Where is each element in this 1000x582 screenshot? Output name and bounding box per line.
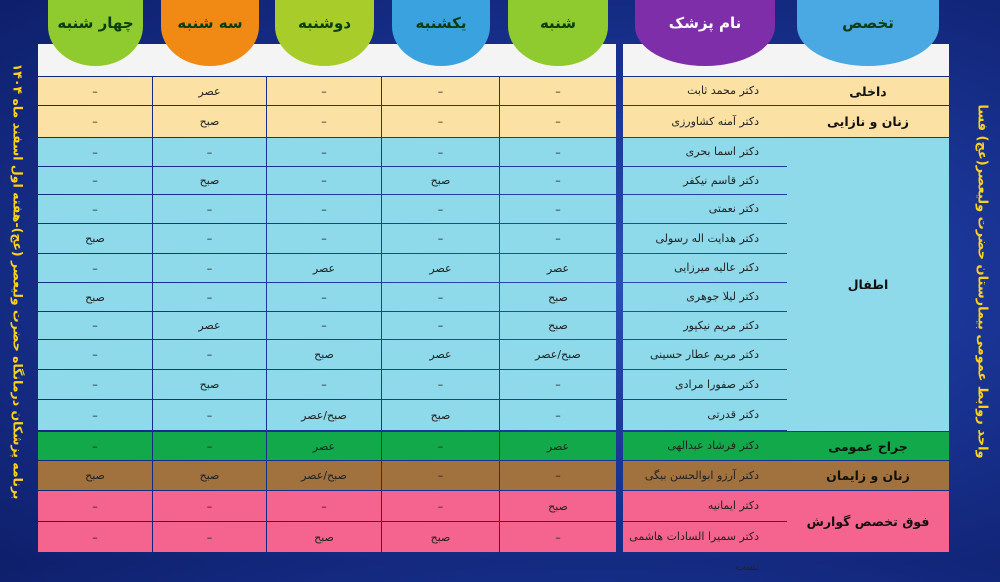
schedule-cell: عصر [267,254,381,282]
schedule-cell: – [500,195,616,223]
specialty-label: اطفال [847,277,889,292]
schedule-cell: – [38,432,152,460]
header-day-label: سه شنبه [177,14,243,32]
specialty-label: زنان و نازایی [827,114,909,129]
specialty-label: زنان و زایمان [826,468,910,483]
header-specialty [787,0,949,76]
doctor-name: دکتر سمیرا السادات هاشمی نسب [623,522,787,552]
schedule-cell: – [38,491,152,521]
schedule-cell: عصر [382,340,499,369]
schedule-cell: – [382,77,499,105]
schedule-cell: – [153,195,266,223]
schedule-cell: صبح [500,491,616,521]
specialty-cell [787,461,949,490]
header-day-2 [267,0,382,76]
schedule-cell: – [500,461,616,490]
schedule-cell: صبح [153,106,266,137]
schedule-cell: – [267,77,381,105]
doctor-name: دکتر صفورا مرادی [623,370,787,399]
schedule-cell: – [382,283,499,311]
schedule-cell: صبح [382,400,499,430]
schedule-cell: – [500,106,616,137]
schedule-cell: صبح [382,522,499,552]
schedule-cell: صبح [153,167,266,194]
schedule-cell: صبح [382,167,499,194]
doctor-name: دکتر قدرتی [623,400,787,430]
schedule-cell: صبح [38,461,152,490]
schedule-cell: صبح [153,461,266,490]
schedule-cell: – [38,167,152,194]
schedule-cell: – [153,283,266,311]
schedule-cell: صبح [500,283,616,311]
schedule-cell: – [267,283,381,311]
header-day-label: چهار شنبه [57,14,134,32]
schedule-cell: – [153,340,266,369]
specialty-cell [787,491,949,552]
schedule-cell: عصر [500,432,616,460]
schedule-cell: – [267,312,381,339]
header-specialty-label: تخصص [842,14,894,32]
schedule-cell: صبح [267,340,381,369]
schedule-cell: عصر [500,254,616,282]
schedule-cell: – [153,400,266,430]
schedule-cell: – [500,400,616,430]
schedule-cell: – [500,370,616,399]
doctor-name: دکتر مریم عطار حسینی [623,340,787,369]
doctor-name: دکتر آرزو ابوالحسن بیگی [623,461,787,490]
schedule-cell: – [382,432,499,460]
side-title-right [964,0,1000,563]
schedule-cell: – [500,138,616,166]
schedule-cell: – [500,167,616,194]
schedule-cell: – [153,491,266,521]
schedule-cell: – [38,312,152,339]
schedule-cell: – [267,138,381,166]
header-day-label: دوشنبه [297,14,352,32]
specialty-label: داخلی [849,83,887,99]
schedule-cell: – [382,195,499,223]
schedule-cell: – [38,106,152,137]
schedule-cell: – [382,106,499,137]
schedule-cell: – [153,254,266,282]
doctor-name: دکتر نعمتی [623,195,787,223]
schedule-cell: صبح [38,224,152,253]
doctor-name: دکتر آمنه کشاورزی [623,106,787,137]
header-day-1 [382,0,500,76]
schedule-cell: عصر [153,312,266,339]
specialty-label: فوق تخصص گوارش [806,514,930,529]
schedule-cell: – [267,224,381,253]
side-title-left-text: برنامه پزشکان درمانگاه حضرت ولیعصر (عج)-هفته اول اسفند ماه ۱۴۰۴ [10,63,26,500]
schedule-cell: – [267,491,381,521]
header-day-4 [38,0,153,76]
schedule-cell: – [153,432,266,460]
schedule-cell: – [38,400,152,430]
schedule-cell: عصر [382,254,499,282]
doctor-name: دکتر محمد ثابت [623,77,787,105]
schedule-cell: – [38,138,152,166]
schedule-cell: – [500,522,616,552]
schedule-cell: عصر [267,432,381,460]
specialty-cell [787,106,949,137]
doctor-name: دکتر هدایت اله رسولی [623,224,787,253]
schedule-cell: – [500,77,616,105]
schedule-cell: – [382,312,499,339]
specialty-cell [787,77,949,105]
schedule-cell: صبح [38,283,152,311]
schedule-cell: صبح [153,370,266,399]
doctor-name: دکتر مریم نیکپور [623,312,787,339]
doctor-name: دکتر قاسم نیکفر [623,167,787,194]
header-day-3 [153,0,267,76]
schedule-cell: – [38,77,152,105]
schedule-cell: – [382,461,499,490]
doctor-name: دکتر ایمانیه [623,491,787,521]
header-day-label: شنبه [539,14,577,32]
schedule-cell: – [153,224,266,253]
schedule-cell: – [38,522,152,552]
schedule-cell: – [382,224,499,253]
header-doctor-label: نام پزشک [668,14,742,32]
header-doctor [623,0,787,76]
schedule-cell: – [267,195,381,223]
side-title-right-text: واحد روابط عمومی بیمارستان حضرت ولیعصر(عج) فسا [974,104,990,459]
schedule-cell: – [38,340,152,369]
schedule-cell: – [382,370,499,399]
schedule-cell: – [382,138,499,166]
header-day-0 [500,0,616,76]
schedule-cell: عصر [153,77,266,105]
specialty-label: جراح عمومی [828,438,908,454]
schedule-cell: صبح [267,522,381,552]
doctor-name: دکتر عالیه میرزایی [623,254,787,282]
header-day-label: یکشنبه [415,14,467,32]
doctor-name: دکتر اسما بحری [623,138,787,166]
schedule-cell: – [38,370,152,399]
specialty-cell [787,138,949,431]
schedule-cell: – [267,370,381,399]
schedule-cell: – [382,491,499,521]
schedule-cell: – [267,106,381,137]
schedule-cell: – [267,167,381,194]
doctor-name: دکتر فرشاد عبدالهی [623,432,787,460]
schedule-cell: صبح/عصر [500,340,616,369]
doctor-name: دکتر لیلا جوهری [623,283,787,311]
side-title-left [0,0,36,563]
schedule-cell: – [500,224,616,253]
specialty-cell [787,432,949,460]
schedule-cell: – [153,522,266,552]
schedule-cell: صبح [500,312,616,339]
schedule-cell: – [38,254,152,282]
schedule-cell: صبح/عصر [267,400,381,430]
schedule-cell: صبح/عصر [267,461,381,490]
schedule-cell: – [38,195,152,223]
schedule-cell: – [153,138,266,166]
